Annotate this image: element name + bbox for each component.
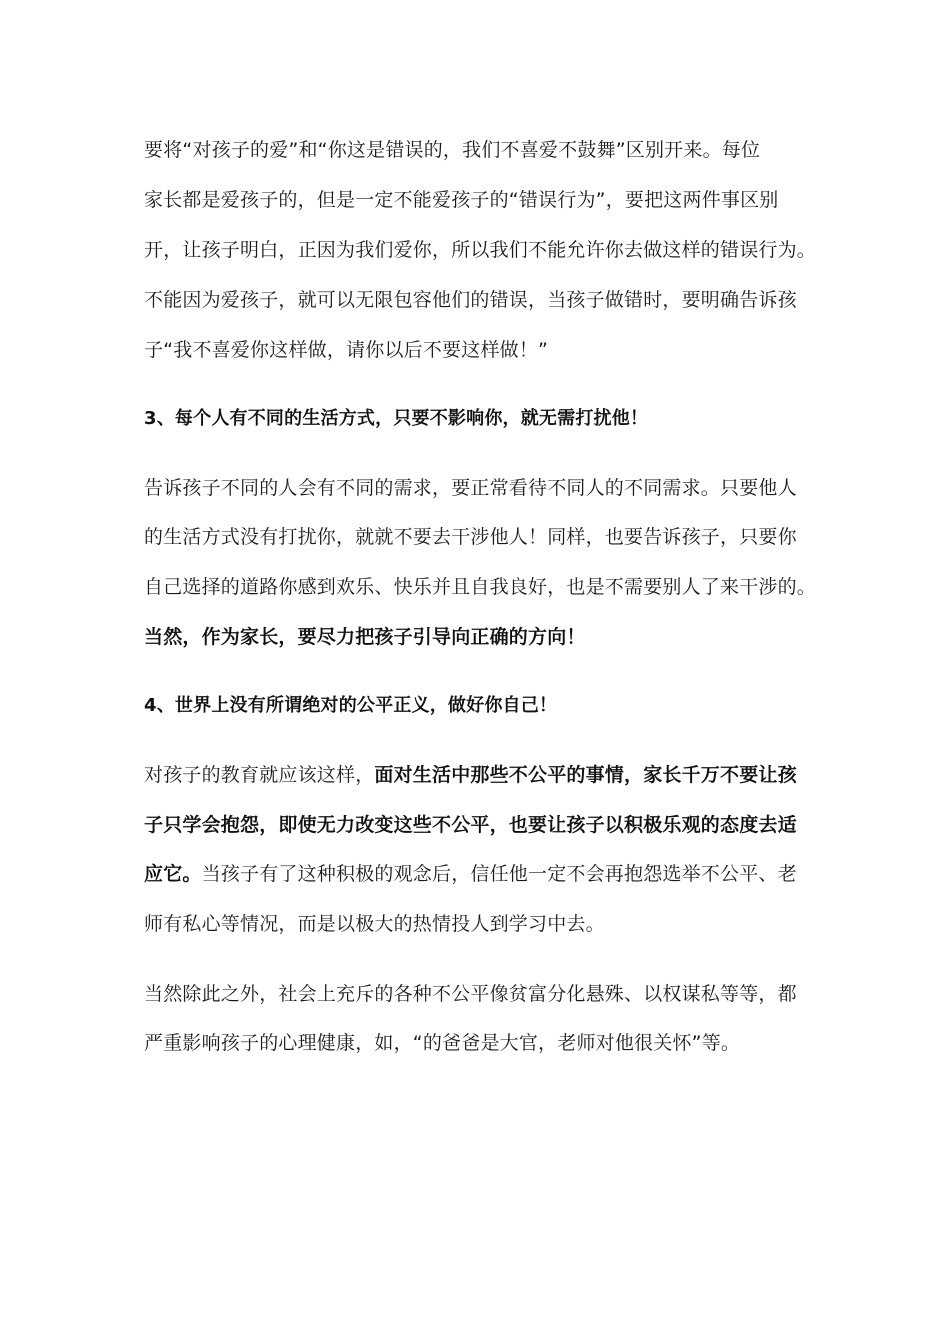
paragraph-4-line-1: 当然除此之外，社会上充斥的各种不公平像贫富分化悬殊、以权谋私等等，都 <box>144 983 797 1005</box>
paragraph-1-line-1: 要将“对孩子的爱”和“你这是错误的，我们不喜爱不鼓舞”区别开来。每位 <box>144 139 761 161</box>
paragraph-4-line-2: 严重影响孩子的心理健康，如，“的爸爸是大官，老师对他很关怀”等。 <box>144 1032 741 1054</box>
section-heading-4: 4、世界上没有所谓绝对的公平正义，做好你自己！ <box>144 695 558 716</box>
paragraph-3-line-1-bold: 面对生活中那些不公平的事情，家长千万不要让孩 <box>374 764 797 786</box>
paragraph-3-line-1-normal: 对孩子的教育就应该这样， <box>144 764 375 786</box>
paragraph-1-line-5: 子“我不喜爱你这样做，请你以后不要这样做！” <box>144 339 549 361</box>
paragraph-1-line-3: 开，让孩子明白，正因为我们爱你，所以我们不能允许你去做这样的错误行为。 <box>144 239 817 261</box>
paragraph-3-line-3-bold: 应它。 <box>144 863 202 885</box>
paragraph-1-line-4: 不能因为爱孩子，就可以无限包容他们的错误，当孩子做错时，要明确告诉孩 <box>144 289 797 311</box>
paragraph-3-line-3 <box>144 861 797 887</box>
paragraph-1-line-2: 家长都是爱孩子的，但是一定不能爱孩子的“错误行为”，要把这两件事区别 <box>144 189 779 211</box>
paragraph-2-line-4-bold: 当然，作为家长，要尽力把孩子引导向正确的方向！ <box>144 626 586 648</box>
paragraph-2-line-2: 的生活方式没有打扰你，就就不要去干涉他人！同样，也要告诉孩子，只要你 <box>144 526 797 548</box>
paragraph-3-line-1 <box>144 762 797 788</box>
paragraph-2-line-3: 自己选择的道路你感到欢乐、快乐并且自我良好，也是不需要别人了来干涉的。 <box>144 576 817 598</box>
section-heading-3: 3、每个人有不同的生活方式，只要不影响你，就无需打扰他！ <box>144 408 649 429</box>
paragraph-3-line-3-normal: 当孩子有了这种积极的观念后，信任他一定不会再抱怨选举不公平、老 <box>201 863 797 885</box>
paragraph-2-line-1: 告诉孩子不同的人会有不同的需求，要正常看待不同人的不同需求。只要他人 <box>144 477 797 499</box>
paragraph-3-line-4: 师有私心等情况，而是以极大的热情投人到学习中去。 <box>144 913 605 935</box>
paragraph-3-line-2-bold: 子只学会抱怨，即使无力改变这些不公平，也要让孩子以积极乐观的态度去适 <box>144 814 797 836</box>
